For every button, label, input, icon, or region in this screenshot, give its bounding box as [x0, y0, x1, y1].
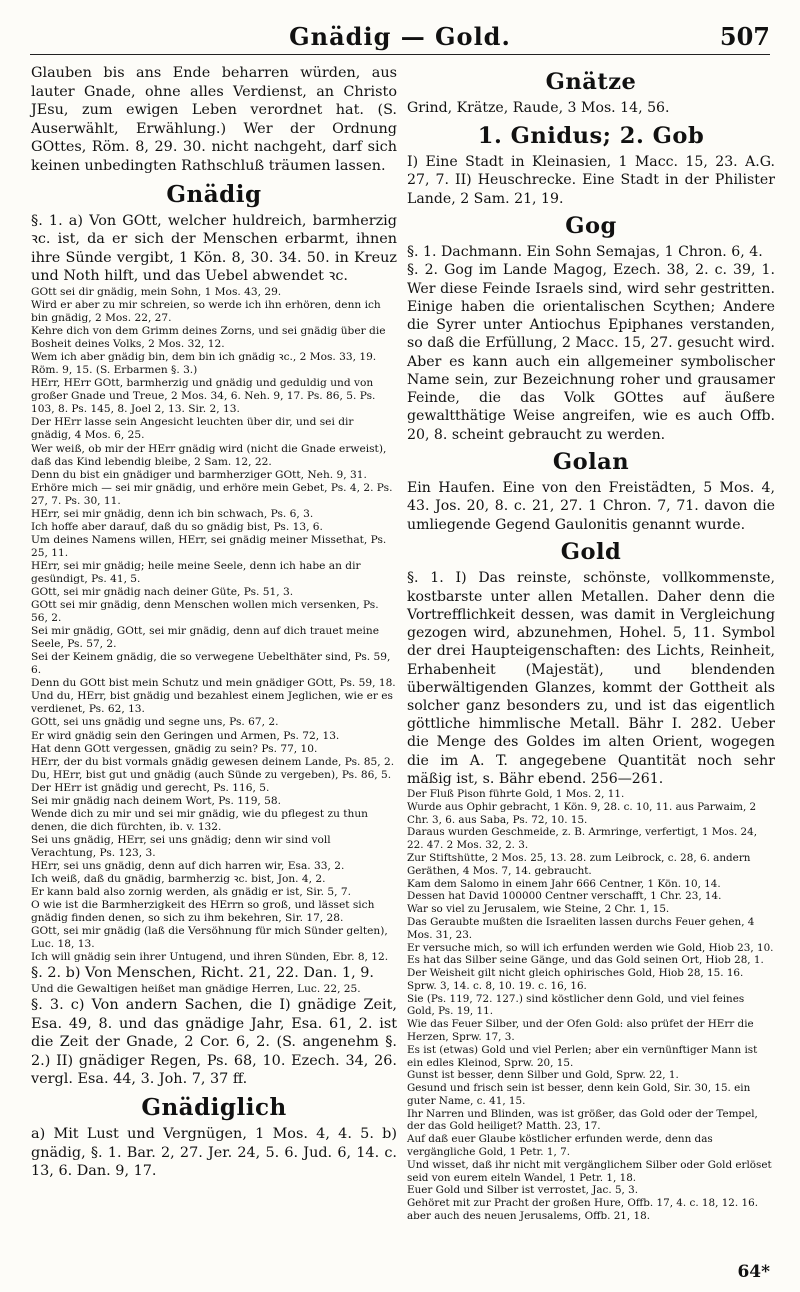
bible-quotation: Und die Gewaltigen heißet man gnädige Herren, Luc. 22, 25.: [31, 982, 361, 995]
bible-quotation: Zur Stiftshütte, 2 Mos. 25, 13. 28. zum Leibrock, c. 28, 6. andern Geräthen, 4 Mos. 7, 14. gebraucht.: [407, 852, 751, 877]
bible-quotation: Denn du bist ein gnädiger und barmherziger GOtt, Neh. 9, 31.: [31, 468, 367, 481]
bible-quotation: Der HErr lasse sein Angesicht leuchten über dir, und sei dir gnädig, 4 Mos. 6, 25.: [31, 416, 354, 442]
running-head: Gnädig — Gold.: [289, 22, 511, 51]
bible-quotation: Wie das Feuer Silber, und der Ofen Gold: also prüfet der HErr die Herzen, Sprw. 17, 3.: [407, 1018, 754, 1043]
bible-quotation: Wem ich aber gnädig bin, dem bin ich gnädig ꝛc., 2 Mos. 33, 19. Röm. 9, 15. (S. Erbarmen §. 3.): [31, 351, 377, 377]
bible-quotation: Wer weiß, ob mir der HErr gnädig wird (nicht die Gnade erweist), daß das Kind lebendig bleibe, 2 Sam. 12, 22.: [31, 442, 387, 468]
bible-quotation: HErr, sei mir gnädig, denn ich bin schwach, Ps. 6, 3.: [31, 507, 314, 520]
bible-quotation: HErr, sei uns gnädig, denn auf dich harren wir, Esa. 33, 2.: [31, 860, 345, 872]
bible-quotation: Er wird gnädig sein den Geringen und Armen, Ps. 72, 13.: [31, 729, 340, 742]
bible-quotation: War so viel zu Jerusalem, wie Steine, 2 Chr. 1, 15.: [407, 903, 670, 916]
bible-quotation: Sei mir gnädig, GOtt, sei mir gnädig, denn auf dich trauet meine Seele, Ps. 57, 2.: [31, 625, 380, 651]
bible-quotation: Sei mir gnädig nach deinem Wort, Ps. 119, 58.: [31, 794, 282, 807]
page-header: [30, 22, 770, 55]
bible-quotation: Gunst ist besser, denn Silber und Gold, Sprw. 22, 1.: [407, 1069, 679, 1082]
bible-quotation: GOtt sei dir gnädig, mein Sohn, 1 Mos. 43, 29.: [31, 285, 282, 298]
bible-quotation: Auf daß euer Glaube köstlicher erfunden werde, denn das vergängliche Gold, 1 Petr. 1, 7.: [407, 1133, 713, 1159]
bible-quotation: HErr, der du bist vormals gnädig gewesen deinem Lande, Ps. 85, 2.: [31, 755, 395, 768]
bible-quotation: Gesund und frisch sein ist besser, denn kein Gold, Sir. 30, 15. ein guter Name, c. 41, 15.: [407, 1082, 751, 1107]
entry-paragraph: Glauben bis ans Ende beharren würden, aus lauter Gnade, ohne alles Verdienst, an Christo JEsu, zum ewigen Leben verordnet hat. (S. Auserwählt, Erwählung.) Wer der Ordnung GOttes, Röm. 8, 29. 30. nicht nachgeht, darf sich keinen unbedingten Rathschluß träumen lassen.: [31, 65, 397, 174]
bible-quotation: Der Fluß Pison führte Gold, 1 Mos. 2, 11.: [407, 788, 625, 801]
bible-quotation: Es hat das Silber seine Gänge, und das Gold seinen Ort, Hiob 28, 1.: [407, 954, 764, 967]
bible-quotation: Er versuche mich, so will ich erfunden werden wie Gold, Hiob 23, 10.: [407, 941, 774, 954]
entry-paragraph: Grind, Krätze, Raude, 3 Mos. 14, 56.: [407, 100, 670, 117]
bible-quotation: Hat denn GOtt vergessen, gnädig zu sein? Ps. 77, 10.: [31, 742, 318, 755]
bible-quotation: Es ist (etwas) Gold und viel Perlen; aber ein vernünftiger Mann ist ein edles Kleinod, Sprw. 20, 15.: [407, 1043, 758, 1069]
bible-quotation: Ich hoffe aber darauf, daß du so gnädig bist, Ps. 13, 6.: [31, 520, 323, 533]
bible-quotation: HErr, sei mir gnädig; heile meine Seele, denn ich habe an dir gesündigt, Ps. 41, 5.: [31, 559, 361, 585]
entry-paragraph: §. 2. Gog im Lande Magog, Ezech. 38, 2. c. 39, 1. Wer diese Feinde Israels sind, wird sehr gestritten. Einige haben die orientalischen Scythen; Andere die Syrer unter Antiochus Epiphanes verstanden, so daß die Erfüllung, 2 Macc. 15, 27. gesucht wird. Aber es kann auch ein allgemeiner symbolischer Name sein, zur Bezeichnung roher und grausamer Feinde, die das Volk GOttes auf äußere gewaltthätige Weise angreifen, wie es auch Offb. 20, 8. scheint gebraucht zu werden.: [407, 262, 775, 443]
left-column: [31, 64, 397, 1181]
bible-quotation: Erhöre mich — sei mir gnädig, und erhöre mein Gebet, Ps. 4, 2. Ps. 27, 7. Ps. 30, 11.: [31, 481, 393, 507]
entry-paragraph: a) Mit Lust und Vergnügen, 1 Mos. 4, 4. 5. b) gnädig, §. 1. Bar. 2, 27. Jer. 24, 5. 6. Jud. 6, 14. c. 13, 6. Dan. 9, 17.: [31, 1125, 397, 1180]
bible-quotation: Der Weisheit gilt nicht gleich ophirisches Gold, Hiob 28, 15. 16. Sprw. 3, 14. c. 8, 10. 19. c. 16, 16.: [407, 967, 744, 992]
bible-quotation: GOtt, sei mir gnädig nach deiner Güte, Ps. 51, 3.: [31, 586, 294, 599]
bible-quotation: Gehöret mit zur Pracht der großen Hure, Offb. 17, 4. c. 18, 12. 16. aber auch des neuen Jerusalems, Offb. 21, 18.: [407, 1197, 759, 1222]
bible-quotation: Und wisset, daß ihr nicht mit vergänglichem Silber oder Gold erlöset seid von eurem eiteln Wandel, 1 Petr. 1, 18.: [407, 1158, 772, 1184]
entry-paragraph: Ein Haufen. Eine von den Freistädten, 5 Mos. 4, 43. Jos. 20, 8. c. 21, 27. 1 Chron. 7, 71. davon die umliegende Gegend Gaulonitis genannt wurde.: [407, 480, 775, 533]
bible-quotation: HErr, HErr GOtt, barmherzig und gnädig und geduldig und von großer Gnade und Treue, 2 Mos. 34, 6. Neh. 9, 17. Ps. 86, 5. Ps. 103, 8. Ps. 145, 8. Joel 2, 13. Sir. 2, 13.: [31, 377, 376, 416]
bible-quotation: Sie (Ps. 119, 72. 127.) sind köstlicher denn Gold, und viel feines Gold, Ps. 19, 11.: [407, 992, 745, 1018]
bible-quotation: Kam dem Salomo in einem Jahr 666 Centner, 1 Kön. 10, 14.: [407, 877, 721, 890]
bible-quotation: Sei der Keinem gnädig, die so verwegene Uebelthäter sind, Ps. 59, 6.: [31, 651, 391, 677]
bible-quotation: Dessen hat David 100000 Centner verschafft, 1 Chr. 23, 14.: [407, 890, 722, 903]
bible-quotation: Wird er aber zu mir schreien, so werde ich ihn erhören, denn ich bin gnädig, 2 Mos. 22, 27.: [31, 298, 381, 325]
bible-quotation: Ich will gnädig sein ihrer Untugend, und ihren Sünden, Ebr. 8, 12.: [31, 951, 389, 964]
entry-headword: Gnädiglich: [141, 1093, 287, 1121]
entry-headword: 1. Gnidus; 2. Gob: [477, 122, 705, 149]
bible-quotation: Und du, HErr, bist gnädig und bezahlest einem Jeglichen, wie er es verdienet, Ps. 62, 13.: [31, 690, 393, 716]
bible-quotation: Das Geraubte mußten die Israeliten lassen durchs Feuer gehen, 4 Mos. 31, 23.: [407, 915, 755, 941]
bible-quotation: Er kann bald also zornig werden, als gnädig er ist, Sir. 5, 7.: [31, 886, 351, 899]
bible-quotation: Euer Gold und Silber ist verrostet, Jac. 5, 3.: [407, 1184, 639, 1197]
entry-headword: Gold: [560, 538, 622, 565]
bible-quotation: Ihr Narren und Blinden, was ist größer, das Gold oder der Tempel, der das Gold heiliget? Matth. 23, 17.: [407, 1107, 758, 1133]
right-column: [407, 64, 775, 1223]
bible-quotation: Denn du GOtt bist mein Schutz und mein gnädiger GOtt, Ps. 59, 18.: [31, 677, 396, 690]
bible-quotation: Du, HErr, bist gut und gnädig (auch Sünde zu vergeben), Ps. 86, 5.: [31, 768, 392, 781]
entry-headword: Gnätze: [545, 69, 637, 95]
entry-headword: Golan: [552, 448, 630, 475]
bible-quotation: GOtt, sei mir gnädig (laß die Versöhnung für mich Sünder gelten), Luc. 18, 13.: [31, 925, 388, 951]
bible-quotation: GOtt, sei uns gnädig und segne uns, Ps. 67, 2.: [31, 716, 279, 729]
bible-quotation: Kehre dich von dem Grimm deines Zorns, und sei gnädig über die Bosheit deines Volks, 2 Mos. 32, 12.: [31, 325, 386, 351]
bible-quotation: Um deines Namens willen, HErr, sei gnädig meiner Missethat, Ps. 25, 11.: [31, 533, 387, 559]
bible-quotation: O wie ist die Barmherzigkeit des HErrn so groß, und lässet sich gnädig finden denen, so sich zu ihm bekehren, Sir. 17, 28.: [31, 899, 375, 925]
bible-quotation: Sei uns gnädig, HErr, sei uns gnädig; denn wir sind voll Verachtung, Ps. 123, 3.: [31, 833, 331, 859]
bible-quotation: Wurde aus Ophir gebracht, 1 Kön. 9, 28. c. 10, 11. aus Parwaim, 2 Chr. 3, 6. aus Saba, Ps. 72, 10. 15.: [407, 800, 757, 826]
entry-paragraph: §. 3. c) Von andern Sachen, die I) gnädige Zeit, Esa. 49, 8. und das gnädige Jahr, Esa. 61, 2. ist die Zeit der Gnade, 2 Cor. 6, 2. (S. angenehm §. 2.) II) gnädiger Regen, Ps. 68, 10. Ezech. 34, 26. vergl. Esa. 44, 3. Joh. 7, 37 ff.: [31, 997, 397, 1088]
entry-headword: Gog: [565, 212, 617, 239]
bible-quotation: Ich weiß, daß du gnädig, barmherzig ꝛc. bist, Jon. 4, 2.: [31, 873, 326, 886]
entry-headword: Gnädig: [166, 180, 262, 208]
bible-quotation: Daraus wurden Geschmeide, z. B. Armringe, verfertigt, 1 Mos. 24, 22. 47. 2 Mos. 32, 2. 3.: [407, 826, 758, 852]
bible-quotation: GOtt sei mir gnädig, denn Menschen wollen mich versenken, Ps. 56, 2.: [31, 599, 379, 625]
bible-quotation: Wende dich zu mir und sei mir gnädig, wie du pflegest zu thun denen, die dich fürchten, ib. v. 132.: [31, 807, 368, 833]
page-number: 507: [719, 22, 770, 51]
printer-signature: 64*: [737, 1262, 770, 1282]
bible-quotation: Der HErr ist gnädig und gerecht, Ps. 116, 5.: [31, 781, 270, 794]
entry-paragraph: §. 1. Dachmann. Ein Sohn Semajas, 1 Chron. 6, 4.: [407, 244, 763, 261]
entry-paragraph: §. 1. I) Das reinste, schönste, vollkommenste, kostbarste unter allen Metallen. Daher denn die Vortrefflichkeit dessen, was damit in Vergleichung gezogen wird, abzunehmen, Hohel. 5, 11. Symbol der drei Haupteigenschaften: des Lichts, Reinheit, Erhabenheit (Majestät), und blendenden überwältigenden Glanzes, kommt der Gottheit als solcher ganz besonders zu, und ist das eigentlich göttliche himmlische Metall. Bähr I. 282. Ueber die Menge des Goldes im alten Orient, wogegen die im A. T. angegebene Quantität noch sehr mäßig ist, s. Bähr ebend. 256—261.: [407, 570, 775, 787]
entry-paragraph: §. 1. a) Von GOtt, welcher huldreich, barmherzig ꝛc. ist, da er sich der Menschen erbarmt, ihnen ihre Sünde vergibt, 1 Kön. 8, 30. 34. 50. in Kreuz und Noth hilft, und das Uebel abwendet ꝛc.: [31, 212, 397, 285]
entry-paragraph: I) Eine Stadt in Kleinasien, 1 Macc. 15, 23. A.G. 27, 7. II) Heuschrecke. Eine Stadt in der Philister Lande, 2 Sam. 21, 19.: [407, 154, 775, 207]
entry-paragraph: §. 2. b) Von Menschen, Richt. 21, 22. Dan. 1, 9.: [31, 965, 374, 982]
